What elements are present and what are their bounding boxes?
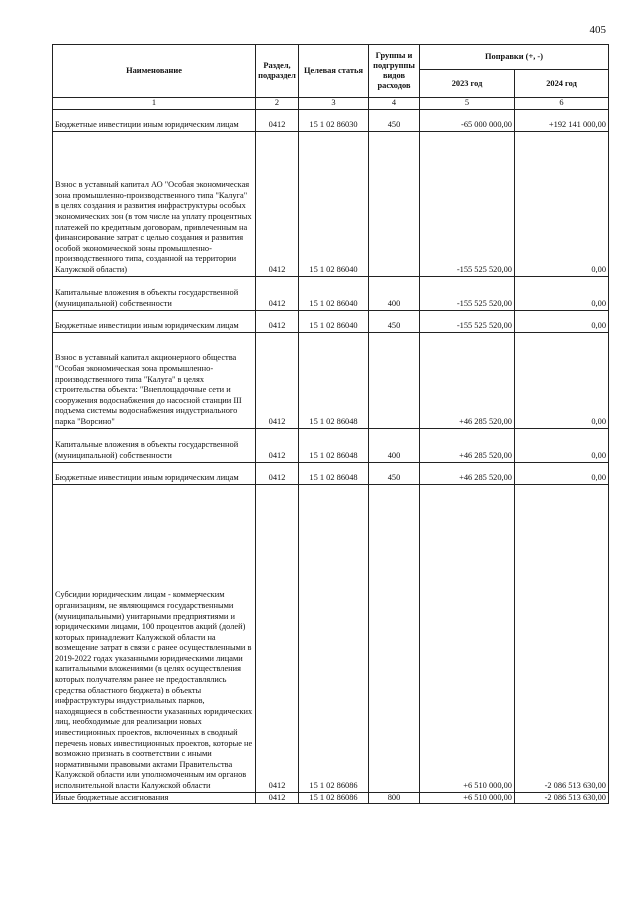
row-target: 15 1 02 86048 xyxy=(299,462,369,484)
row-section: 0412 xyxy=(256,462,299,484)
table-row xyxy=(53,332,609,428)
row-name: Бюджетные инвестиции иным юридическим лицам xyxy=(53,109,256,131)
row-section: 0412 xyxy=(256,131,299,276)
table-row xyxy=(53,310,609,332)
row-target: 15 1 02 86048 xyxy=(299,332,369,428)
row-section: 0412 xyxy=(256,109,299,131)
row-amount-2024: 0,00 xyxy=(515,310,609,332)
row-group xyxy=(369,484,420,792)
header-section: Раздел, подраздел xyxy=(256,45,299,98)
row-amount-2024: 0,00 xyxy=(515,428,609,462)
row-amount-2024: +192 141 000,00 xyxy=(515,109,609,131)
row-amount-2024: 0,00 xyxy=(515,131,609,276)
row-name: Взнос в уставный капитал АО "Особая экономическая зона промышленно-производственного типа "Калуга" в целях создания и развития инфраструктуры особых экономических зон (в том числе на уплату процентных платежей по кредитным договорам, привлеченным на финансирование затрат с целью создания и развития особой экономической зоны промышленно-производственного типа, созданной на территории Калужской области) xyxy=(53,131,256,276)
header-name: Наименование xyxy=(53,45,256,98)
row-name: Бюджетные инвестиции иным юридическим лицам xyxy=(53,310,256,332)
header-year-2024: 2024 год xyxy=(515,70,609,98)
table-row xyxy=(53,131,609,276)
row-target: 15 1 02 86030 xyxy=(299,109,369,131)
row-amount-2024: 0,00 xyxy=(515,462,609,484)
row-amount-2024: -2 086 513 630,00 xyxy=(515,792,609,804)
row-target: 15 1 02 86086 xyxy=(299,484,369,792)
row-amount-2024: 0,00 xyxy=(515,332,609,428)
row-group: 800 xyxy=(369,792,420,804)
row-name: Субсидии юридическим лицам - коммерческим организациям, не являющимся государственными (муниципальными) унитарными предприятиями и юридическими лицами, 100 процентов акций (долей) которых принадлежит Калужской области на возмещение затрат в связи с ранее осуществленными в 2019-2022 годах указанными юридическими лицами капитальными вложениями (в целях осуществления которых получателям ранее не предоставлялись средства областного бюджета) в объекты инфраструктуры индустриальных парков, находящиеся в собственности указанных юридических лиц, необходимые для реализации новых инвестиционных проектов, включенных в сводный перечень новых инвестиционных проектов, которые не возможно признать в соответствии с иными нормативными правовыми актами Правительства Калужской области или уполномоченным им органов исполнительной власти Калужской области xyxy=(53,484,256,792)
header-amendments: Поправки (+, -) xyxy=(420,45,609,70)
row-section: 0412 xyxy=(256,332,299,428)
row-target: 15 1 02 86086 xyxy=(299,792,369,804)
row-name: Бюджетные инвестиции иным юридическим лицам xyxy=(53,462,256,484)
table-row xyxy=(53,792,609,804)
row-amount-2023: +46 285 520,00 xyxy=(420,332,515,428)
row-name: Взнос в уставный капитал акционерного общества "Особая экономическая зона промышленно-производственного типа "Калуга" в целях строительства объекта: "Внеплощадочные сети и сооружения водоснабжения до насосной станции III подъема системы водоснабжения индустриального парка "Ворсино" xyxy=(53,332,256,428)
row-section: 0412 xyxy=(256,484,299,792)
column-number: 1 xyxy=(53,98,256,110)
row-target: 15 1 02 86040 xyxy=(299,310,369,332)
column-number: 5 xyxy=(420,98,515,110)
row-amount-2023: +6 510 000,00 xyxy=(420,484,515,792)
row-target: 15 1 02 86048 xyxy=(299,428,369,462)
page-number: 405 xyxy=(589,24,606,36)
row-section: 0412 xyxy=(256,428,299,462)
row-section: 0412 xyxy=(256,792,299,804)
row-name: Иные бюджетные ассигнования xyxy=(53,792,256,804)
table-row xyxy=(53,109,609,131)
row-amount-2023: -65 000 000,00 xyxy=(420,109,515,131)
column-number: 4 xyxy=(369,98,420,110)
row-amount-2023: +46 285 520,00 xyxy=(420,428,515,462)
header-target: Целевая статья xyxy=(299,45,369,98)
header-groups: Группы и подгруппы видов расходов xyxy=(369,45,420,98)
row-amount-2023: +6 510 000,00 xyxy=(420,792,515,804)
row-section: 0412 xyxy=(256,310,299,332)
table-row xyxy=(53,462,609,484)
row-amount-2023: -155 525 520,00 xyxy=(420,131,515,276)
column-number: 6 xyxy=(515,98,609,110)
row-group: 450 xyxy=(369,462,420,484)
row-group: 400 xyxy=(369,276,420,310)
row-name: Капитальные вложения в объекты государственной (муниципальной) собственности xyxy=(53,276,256,310)
row-target: 15 1 02 86040 xyxy=(299,276,369,310)
row-amount-2023: -155 525 520,00 xyxy=(420,310,515,332)
row-amount-2023: +46 285 520,00 xyxy=(420,462,515,484)
row-group xyxy=(369,131,420,276)
row-group: 400 xyxy=(369,428,420,462)
budget-amendments-table xyxy=(52,44,609,804)
row-amount-2024: -2 086 513 630,00 xyxy=(515,484,609,792)
row-group: 450 xyxy=(369,310,420,332)
row-group xyxy=(369,332,420,428)
column-number: 2 xyxy=(256,98,299,110)
row-name: Капитальные вложения в объекты государственной (муниципальной) собственности xyxy=(53,428,256,462)
table-row xyxy=(53,484,609,792)
row-amount-2024: 0,00 xyxy=(515,276,609,310)
row-group: 450 xyxy=(369,109,420,131)
column-number: 3 xyxy=(299,98,369,110)
table-row xyxy=(53,428,609,462)
row-section: 0412 xyxy=(256,276,299,310)
row-amount-2023: -155 525 520,00 xyxy=(420,276,515,310)
header-year-2023: 2023 год xyxy=(420,70,515,98)
table-row xyxy=(53,276,609,310)
row-target: 15 1 02 86040 xyxy=(299,131,369,276)
